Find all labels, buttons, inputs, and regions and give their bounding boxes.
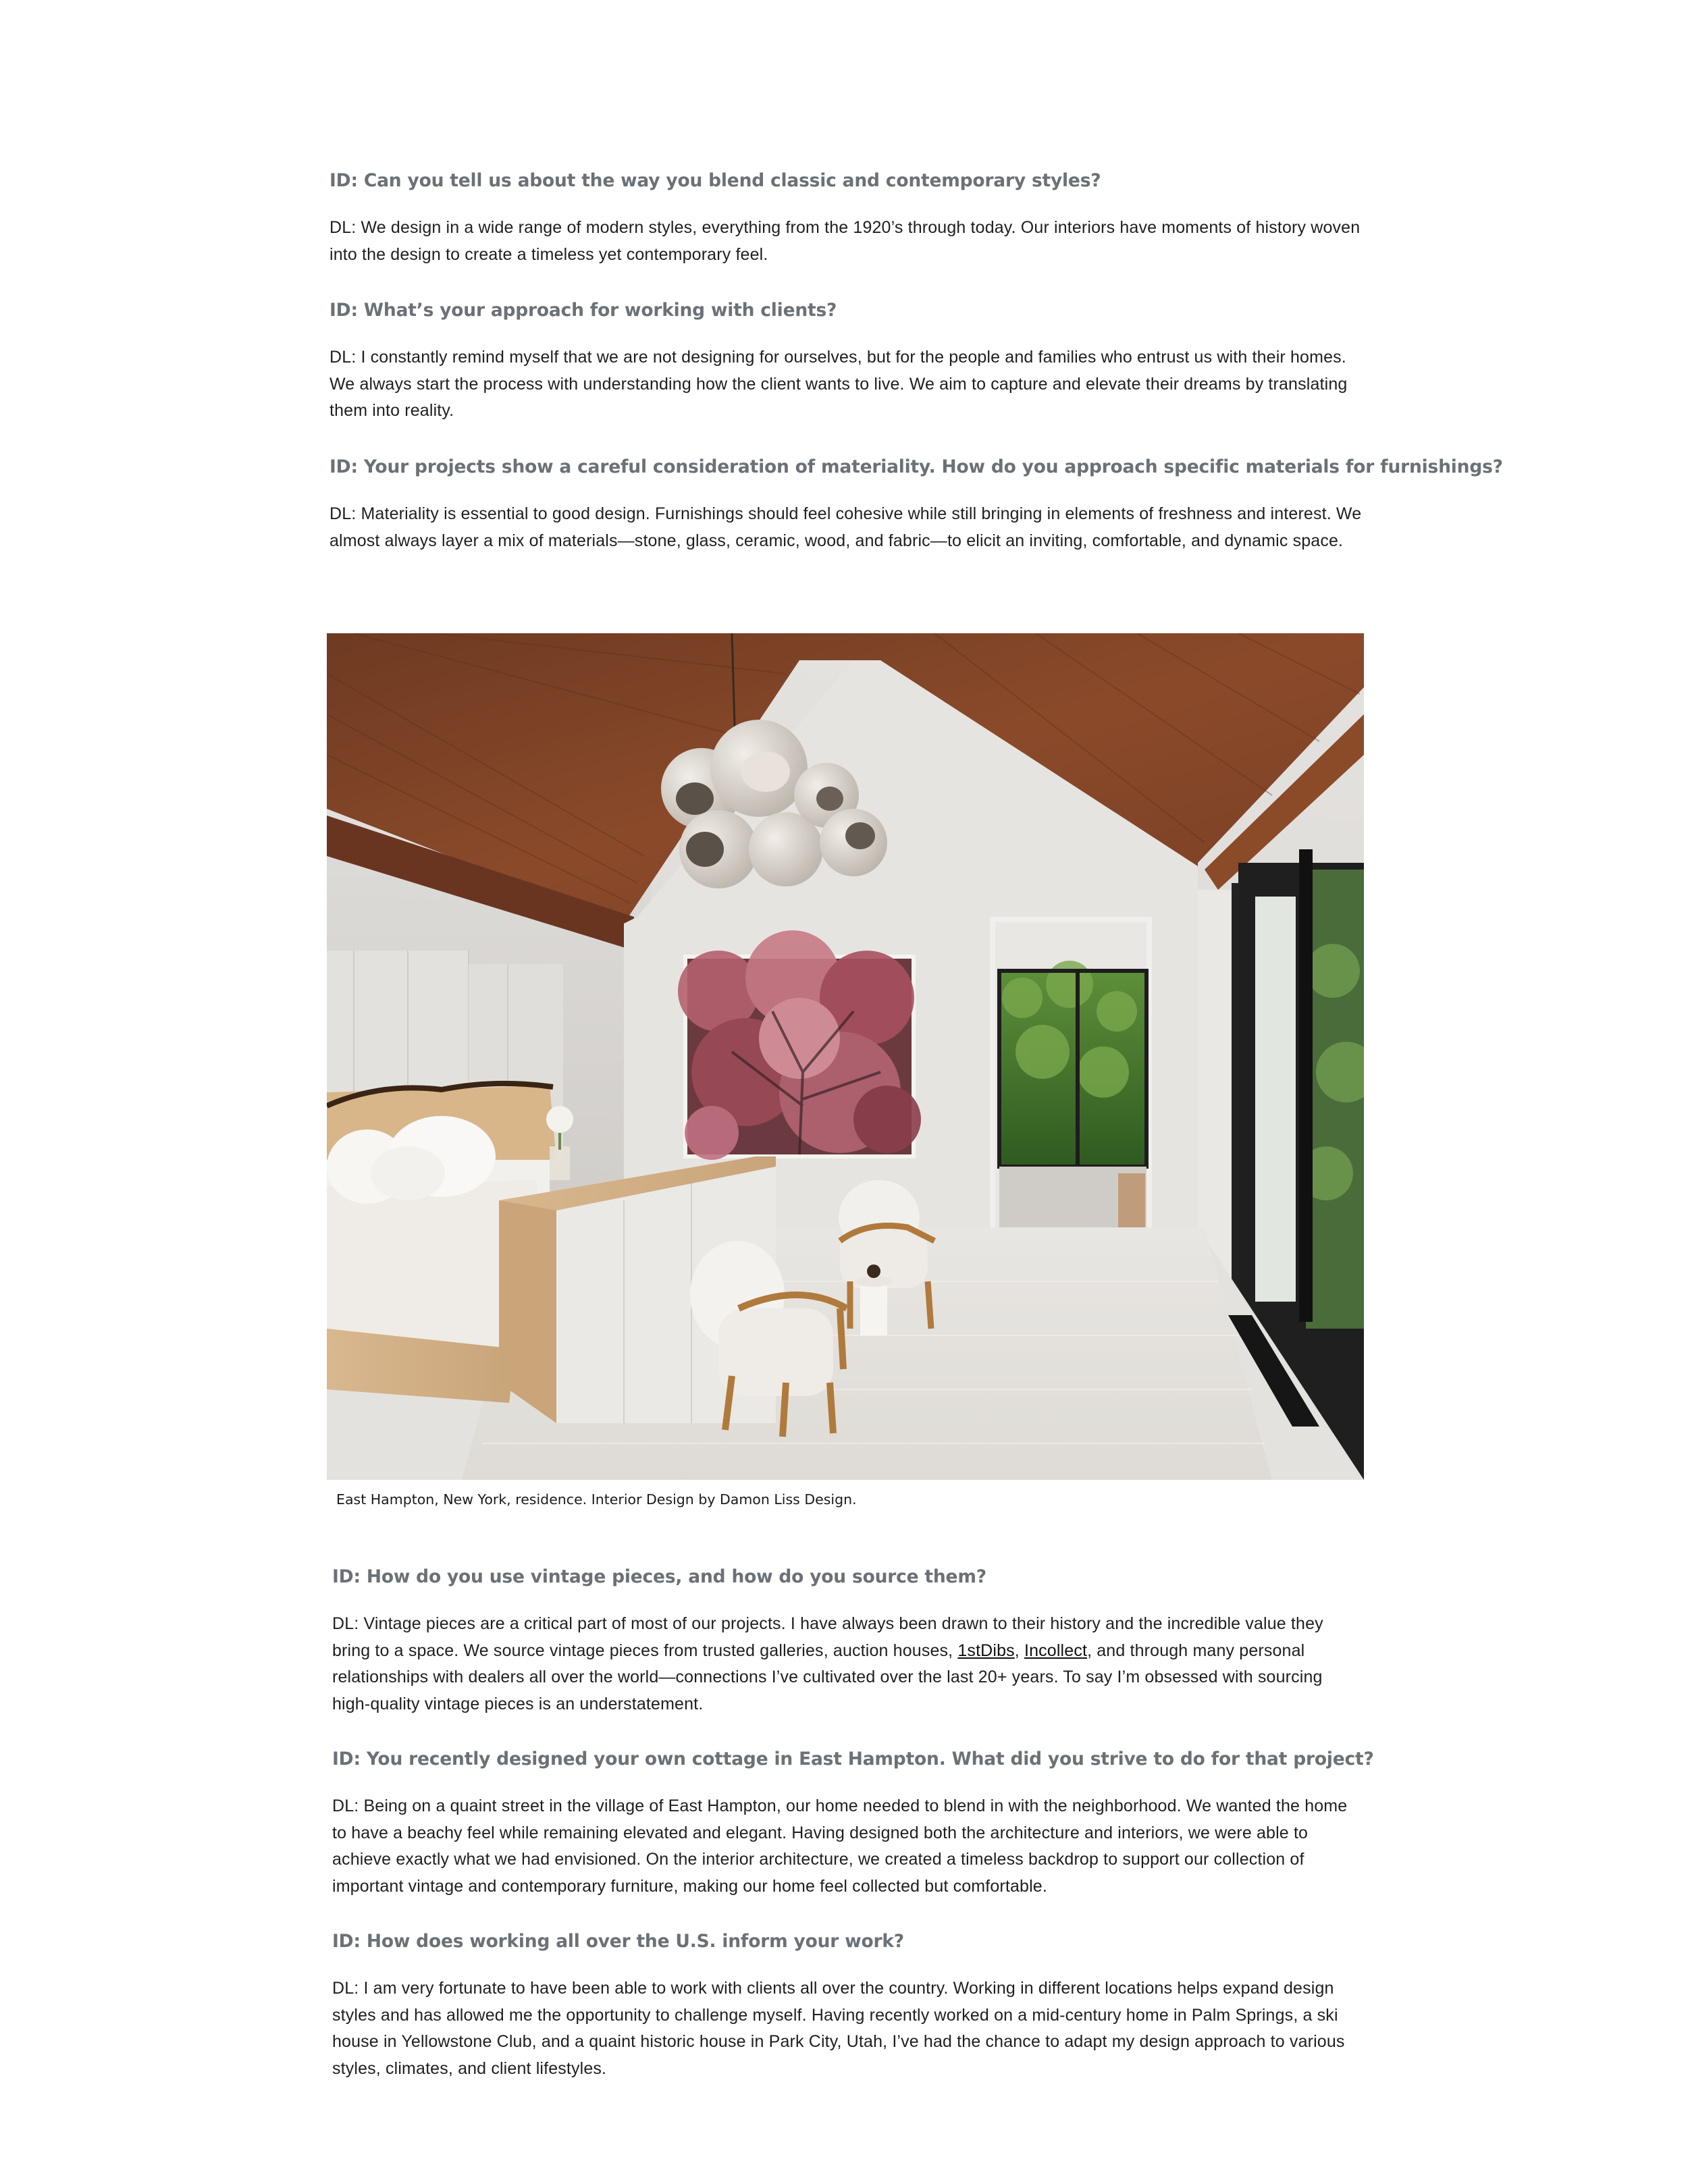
question-heading: ID: What’s your approach for working with clients? xyxy=(329,300,837,321)
qa-east-hampton-cottage xyxy=(332,1747,1374,1900)
answer-paragraph: DL: I constantly remind myself that we are not designing for ourselves, but for the people and families who entrust us with their homes. We always start the process with understanding how the client wants to live. We aim to capture and elevate their dreams by translating them into reality. xyxy=(329,348,1348,420)
answer-paragraph: DL: Being on a quaint street in the village of East Hampton, our home needed to blend in with the neighborhood. We wanted the home to have a beachy feel while remaining elevated and elegant. Having designed both the architecture and interiors, we were able to achieve exactly what we had envisioned. On the interior architecture, we created a timeless backdrop to support our collection of important vintage and contemporary furniture, making our home feel collected but comfortable. xyxy=(332,1796,1348,1896)
qa-blend-styles xyxy=(329,169,1363,268)
answer-paragraph: DL: We design in a wide range of modern styles, everything from the 1920’s through today. Our interiors have moments of history woven into the design to create a timeless yet contemporary feel. xyxy=(329,218,1361,264)
link-1stdibs[interactable]: 1stDibs xyxy=(957,1641,1015,1660)
question-heading: ID: How does working all over the U.S. inform your work? xyxy=(332,1931,904,1952)
qa-materiality xyxy=(329,455,1503,554)
question-heading: ID: Your projects show a careful consideration of materiality. How do you approach specific materials for furnishings? xyxy=(329,456,1503,477)
answer-paragraph: DL: Materiality is essential to good design. Furnishings should feel cohesive while still bringing in elements of freshness and interest. We almost always layer a mix of materials—stone, glass, ceramic, wood, and fabric—to elicit an inviting, comfortable, and dynamic space. xyxy=(329,504,1362,550)
question-heading: ID: How do you use vintage pieces, and how do you source them? xyxy=(332,1566,986,1587)
question-heading: ID: You recently designed your own cottage in East Hampton. What did you strive to do for that project? xyxy=(332,1749,1374,1769)
photo-caption: East Hampton, New York, residence. Interior Design by Damon Liss Design. xyxy=(336,1491,857,1508)
link-incollect[interactable]: Incollect xyxy=(1024,1641,1088,1660)
answer-text-before: DL: Vintage pieces are a critical part of most of our projects. I have always been drawn to their history and the incredible value they bring to a space. We source vintage pieces from trusted galleries, auction houses, xyxy=(332,1614,1323,1660)
answer-text-after: , and through many personal relationships with dealers all over the world—connections I’ve cultivated over the last 20+ years. To say I’m obsessed with sourcing high-quality vintage pieces is an understatement. xyxy=(332,1641,1323,1713)
qa-working-across-us xyxy=(332,1929,1365,2082)
question-heading: ID: Can you tell us about the way you blend classic and contemporary styles? xyxy=(329,170,1101,191)
link-separator: , xyxy=(1014,1641,1024,1660)
bedroom-photo xyxy=(327,633,1364,1480)
qa-client-approach xyxy=(329,298,1363,425)
qa-vintage-pieces xyxy=(332,1565,1365,1717)
answer-paragraph: DL: I am very fortunate to have been able to work with clients all over the country. Working in different locations helps expand design styles and has allowed me the opportunity to challenge myself. Having recently worked on a mid-century home in Palm Springs, a ski house in Yellowstone Club, and a quaint historic house in Park City, Utah, I’ve had the chance to adapt my design approach to various styles, climates, and client lifestyles. xyxy=(332,1979,1345,2078)
answer-paragraph xyxy=(332,1611,1365,1717)
